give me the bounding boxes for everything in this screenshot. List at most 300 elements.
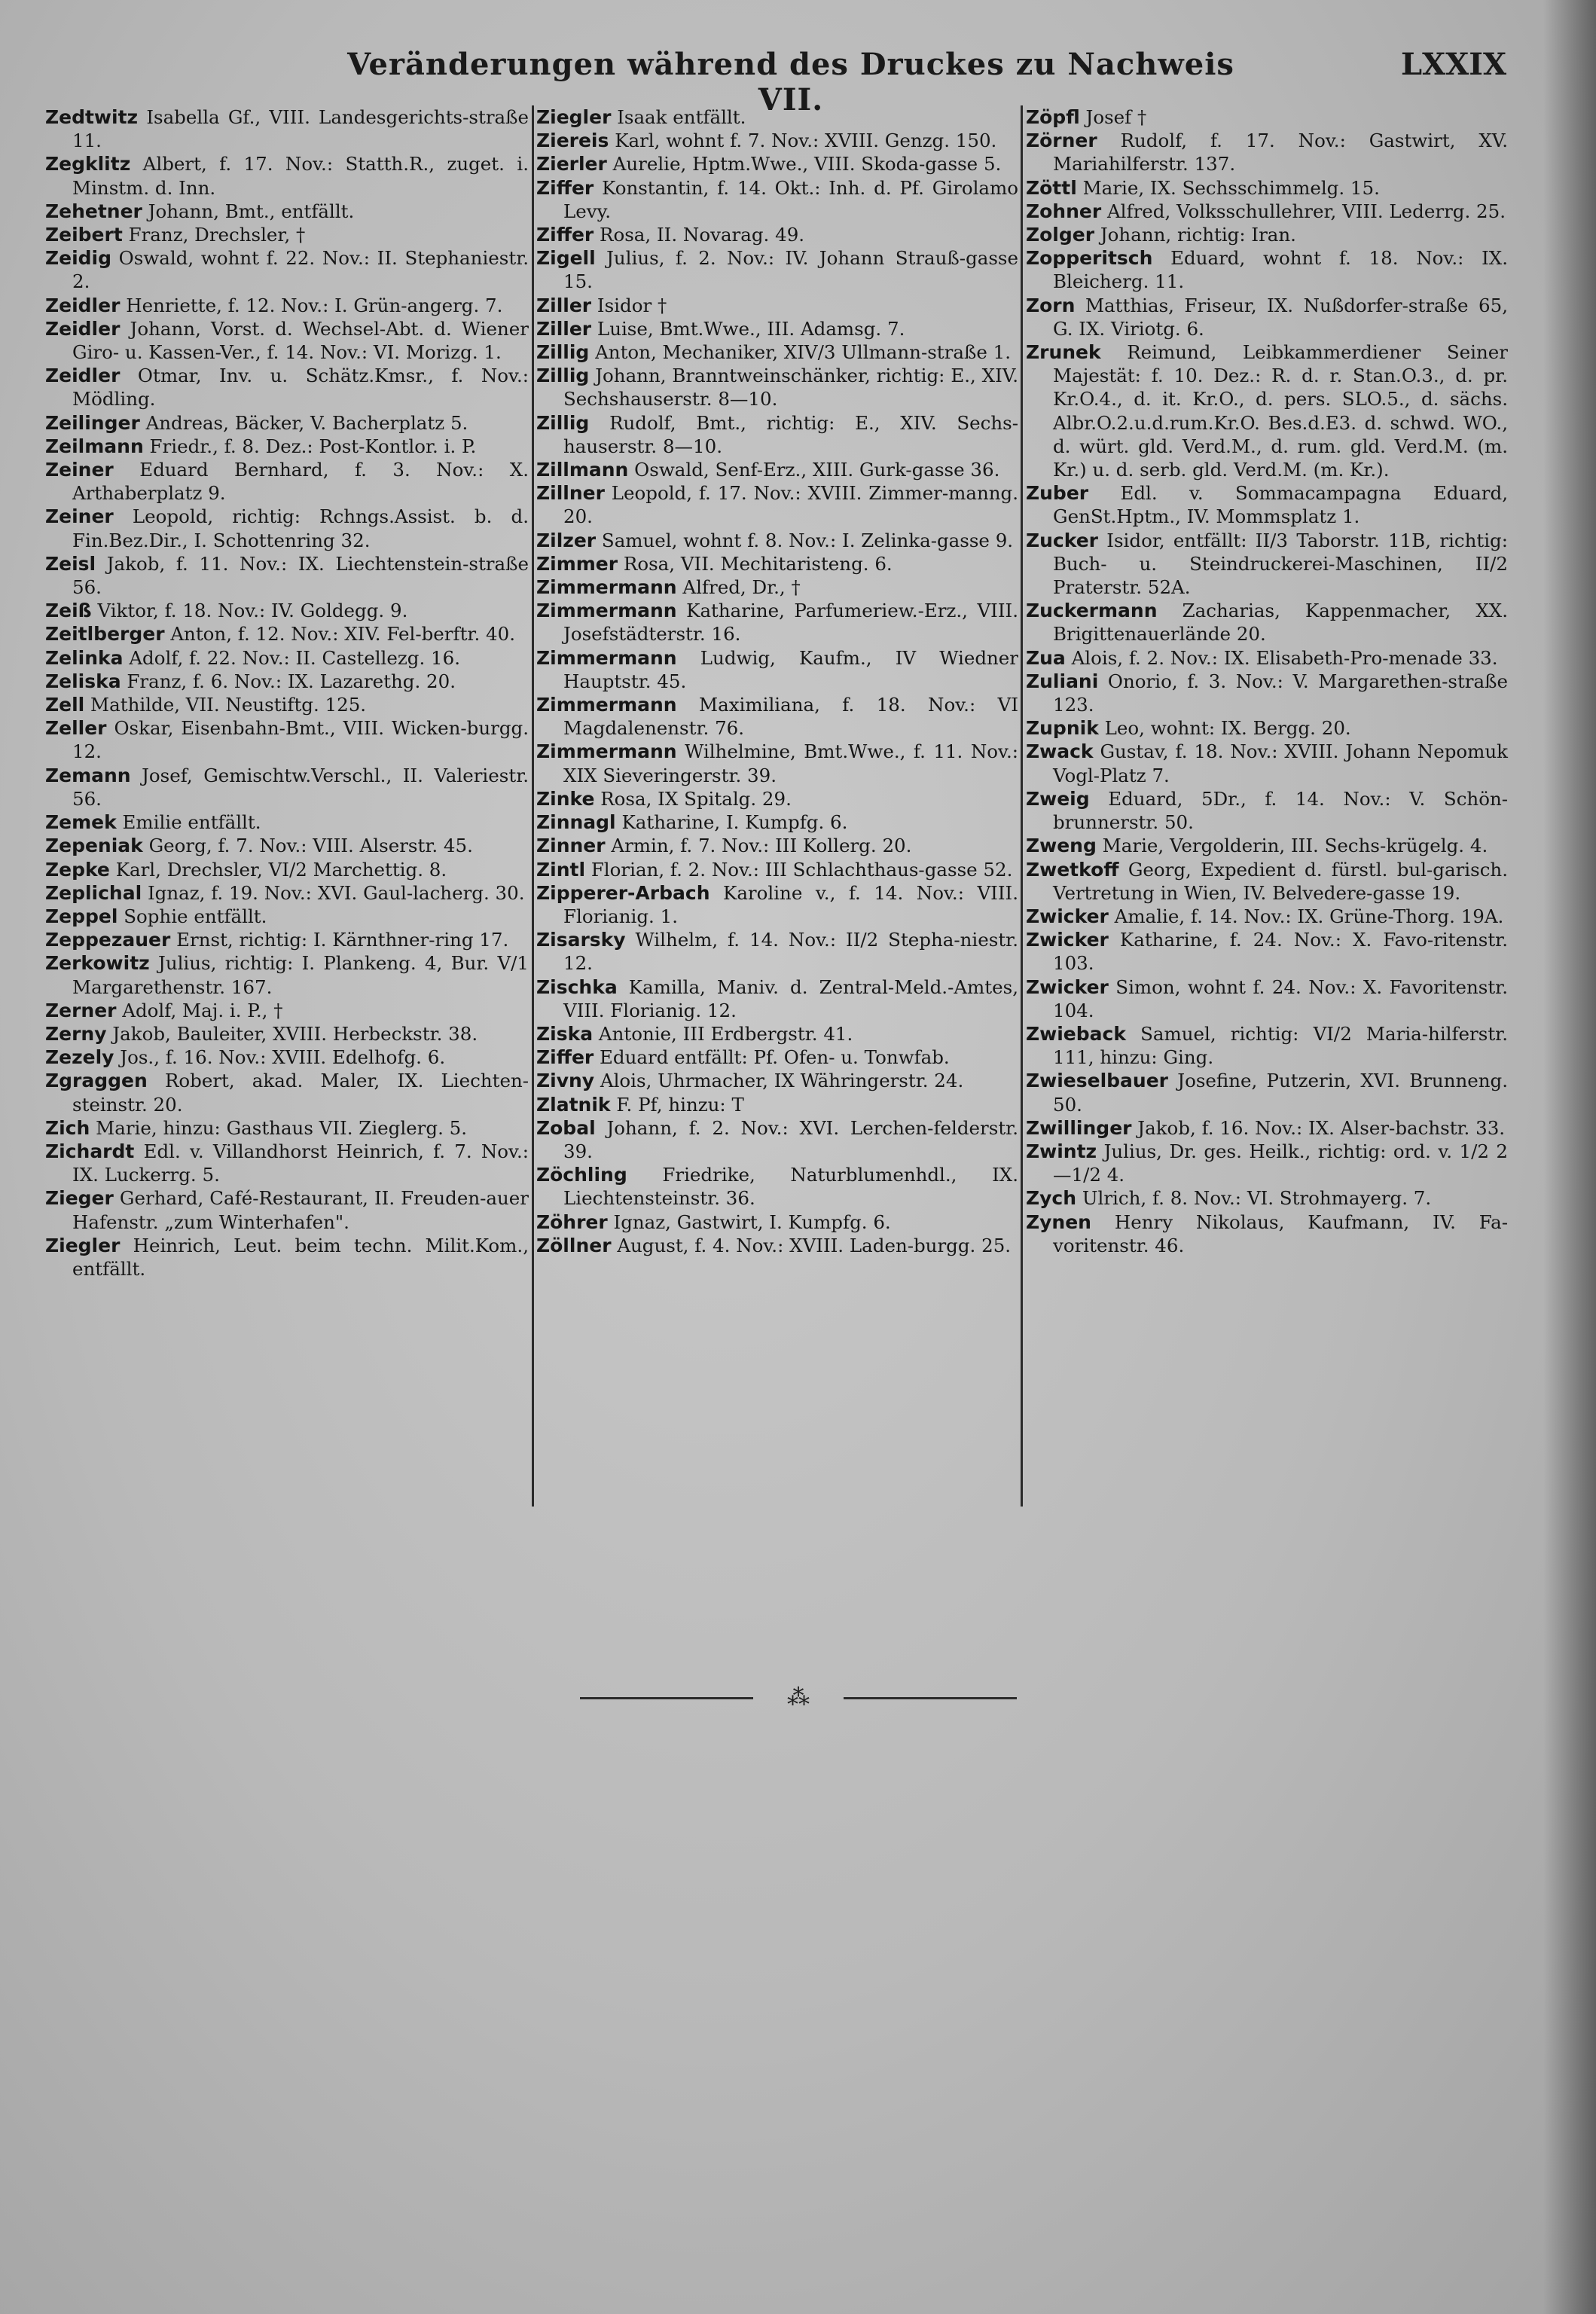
directory-entry: [1026, 1210, 1508, 1257]
entry-details: Leo, wohnt: IX. Bergg. 20.: [1104, 717, 1351, 740]
entry-details: Josefine, Putzerin, XVI. Brunneng. 50.: [1053, 1070, 1508, 1116]
directory-entry: [536, 1093, 1018, 1116]
entry-surname: Zinke: [536, 787, 595, 810]
entry-surname: Zich: [45, 1116, 90, 1139]
entry-details: Karl, Drechsler, VI/2 Marchettig. 8.: [115, 858, 447, 881]
directory-entry: [45, 552, 529, 599]
entry-surname: Zichardt: [45, 1140, 135, 1162]
entry-surname: Zuckermann: [1026, 600, 1158, 622]
entry-surname: Zwicker: [1026, 929, 1109, 951]
directory-entry: [536, 552, 1018, 575]
entry-details: Mathilde, VII. Neustiftg. 125.: [90, 694, 367, 716]
entry-surname: Zeppezauer: [45, 929, 171, 951]
entry-details: Ignaz, Gastwirt, I. Kumpfg. 6.: [613, 1210, 891, 1233]
entry-surname: Zöchling: [536, 1164, 627, 1186]
directory-entry: [536, 881, 1018, 928]
entry-surname: Zepeniak: [45, 835, 143, 857]
entry-details: Oswald, wohnt f. 22. Nov.: II. Stephaniestr. 2.: [72, 247, 529, 293]
entry-details: Florian, f. 2. Nov.: III Schlachthaus-gasse 52.: [590, 858, 1013, 881]
entry-details: Robert, akad. Maler, IX. Liechten-steinstr. 20.: [72, 1070, 529, 1116]
directory-entry: [45, 435, 529, 458]
directory-entry: [536, 340, 1018, 364]
directory-entry: [45, 716, 529, 763]
page-title: Veränderungen während des Druckes zu Nachweis VII.: [347, 47, 1234, 118]
directory-entry: [536, 928, 1018, 975]
directory-entry: [45, 928, 529, 951]
entry-details: Oskar, Eisenbahn-Bmt., VIII. Wicken-burgg. 12.: [72, 717, 529, 763]
entry-surname: Ziereis: [536, 130, 609, 152]
entry-details: Maximiliana, f. 18. Nov.: VI Magdalenenstr. 76.: [563, 694, 1019, 740]
entry-surname: Zuliani: [1026, 670, 1099, 692]
entry-surname: Zilzer: [536, 529, 597, 551]
directory-entry: [45, 1186, 529, 1233]
directory-entry: [1026, 223, 1508, 246]
column-2: [536, 105, 1018, 1257]
directory-entry: [45, 200, 529, 223]
entry-surname: Zeibert: [45, 224, 123, 246]
directory-entry: [536, 317, 1018, 340]
entry-surname: Zöpfl: [1026, 106, 1080, 128]
entry-details: Ludwig, Kaufm., IV Wiedner Hauptstr. 45.: [563, 646, 1018, 692]
entry-details: Samuel, richtig: VI/2 Maria-hilferstr. 111, hinzu: Ging.: [1053, 1022, 1508, 1069]
entry-surname: Ziska: [536, 1022, 594, 1045]
entry-details: Marie, hinzu: Gasthaus VII. Zieglerg. 5.: [96, 1116, 468, 1139]
page-edge-shadow: [1543, 0, 1596, 2314]
directory-entry: [1026, 1186, 1508, 1210]
entry-details: Aurelie, Hptm.Wwe., VIII. Skoda-gasse 5.: [612, 153, 1002, 176]
directory-entry: [45, 317, 529, 364]
directory-entry: [45, 246, 529, 293]
entry-surname: Zelinka: [45, 646, 124, 669]
entry-surname: Zeidler: [45, 294, 121, 316]
directory-entry: [536, 458, 1018, 481]
entry-details: Oswald, Senf-Erz., XIII. Gurk-gasse 36.: [634, 459, 1000, 481]
entry-surname: Zeilmann: [45, 435, 144, 457]
entry-details: Karl, wohnt f. 7. Nov.: XVIII. Genzg. 150.: [615, 130, 997, 152]
ornament-glyph: ⁂: [787, 1684, 810, 1711]
entry-details: Simon, wohnt f. 24. Nov.: X. Favoritenstr. 104.: [1053, 975, 1508, 1021]
entry-details: Johann, f. 2. Nov.: XVI. Lerchen-felderstr. 39.: [563, 1116, 1018, 1162]
entry-surname: Zeppel: [45, 905, 118, 927]
directory-entry: [536, 529, 1018, 552]
entry-surname: Zgraggen: [45, 1070, 148, 1092]
entry-details: Kamilla, Maniv. d. Zentral-Meld.-Amtes, VIII. Florianig. 12.: [563, 975, 1018, 1021]
entry-details: Henriette, f. 12. Nov.: I. Grün-angerg. 7.: [126, 294, 503, 316]
directory-entry: [536, 1046, 1018, 1069]
directory-entry: [45, 599, 529, 622]
directory-entry: [45, 223, 529, 246]
entry-surname: Ziller: [536, 317, 592, 340]
entry-details: Anton, Mechaniker, XIV/3 Ullmann-straße 1.: [595, 341, 1011, 364]
entry-details: Marie, Vergolderin, III. Sechs-krügelg. 4.: [1102, 835, 1488, 857]
entry-surname: Zedtwitz: [45, 106, 139, 128]
entry-details: Johann, Vorst. d. Wechsel-Abt. d. Wiener Giro- u. Kassen-Ver., f. 14. Nov.: VI. Morizg. 1.: [72, 317, 529, 364]
entry-details: Heinrich, Leut. beim techn. Milit.Kom., entfällt.: [72, 1234, 529, 1280]
entry-details: Gustav, f. 18. Nov.: XVIII. Johann Nepomuk Vogl-Platz 7.: [1053, 740, 1508, 786]
directory-entry: [1026, 1140, 1508, 1186]
entry-details: Rosa, VII. Mechitaristeng. 6.: [623, 552, 893, 575]
directory-entry: [1026, 176, 1508, 200]
entry-details: Julius, richtig: I. Plankeng. 4, Bur. V/1 Margarethenstr. 167.: [72, 952, 529, 998]
directory-entry: [45, 881, 529, 905]
entry-surname: Zimmer: [536, 552, 618, 575]
directory-entry: [1026, 905, 1508, 928]
directory-entry: [1026, 200, 1508, 223]
entry-surname: Zeidig: [45, 247, 112, 270]
entry-details: Jakob, f. 16. Nov.: IX. Alser-bachstr. 33.: [1137, 1116, 1506, 1139]
directory-entry: [45, 858, 529, 881]
entry-details: Emilie entfällt.: [122, 811, 261, 834]
entry-surname: Zimmermann: [536, 646, 677, 669]
entry-surname: Zimmermann: [536, 694, 677, 716]
directory-entry: [1026, 740, 1508, 786]
entry-details: Wilhelmine, Bmt.Wwe., f. 11. Nov.: XIX Sieveringerstr. 39.: [563, 740, 1019, 786]
entry-details: Jakob, f. 11. Nov.: IX. Liechtenstein-straße 56.: [72, 552, 529, 599]
entry-surname: Zigell: [536, 247, 596, 270]
directory-entry: [45, 951, 529, 998]
directory-entry: [536, 481, 1018, 528]
entry-details: Anton, f. 12. Nov.: XIV. Fel-berftr. 40.: [170, 623, 515, 646]
directory-entry: [1026, 294, 1508, 340]
entry-details: Rudolf, f. 17. Nov.: Gastwirt, XV. Mariahilferstr. 137.: [1053, 130, 1508, 176]
entry-surname: Zischka: [536, 975, 618, 998]
directory-entry: [536, 1163, 1018, 1210]
directory-entry: [45, 458, 529, 505]
entry-surname: Zeitlberger: [45, 623, 165, 646]
entry-surname: Zepke: [45, 858, 110, 881]
entry-surname: Zierler: [536, 153, 607, 176]
directory-entry: [536, 787, 1018, 811]
directory-entry: [536, 105, 1018, 129]
entry-details: Marie, IX. Sechsschimmelg. 15.: [1082, 176, 1380, 199]
entry-surname: Zezely: [45, 1046, 114, 1069]
entry-surname: Zinner: [536, 835, 606, 857]
entry-surname: Zieger: [45, 1187, 114, 1210]
page-number: LXXIX: [1401, 47, 1506, 82]
entry-details: Edl. v. Villandhorst Heinrich, f. 7. Nov.: IX. Luckerrg. 5.: [72, 1140, 529, 1186]
directory-entry: [45, 152, 529, 199]
directory-entry: [536, 364, 1018, 411]
entry-surname: Zivny: [536, 1070, 595, 1092]
entry-details: Franz, f. 6. Nov.: IX. Lazarethg. 20.: [127, 670, 456, 692]
entry-details: Adolf, f. 22. Nov.: II. Castellezg. 16.: [129, 646, 461, 669]
entry-details: Julius, Dr. ges. Heilk., richtig: ord. v. 1/2 2—1/2 4.: [1053, 1140, 1508, 1186]
entry-details: Rosa, II. Novarag. 49.: [600, 224, 805, 246]
entry-details: Rudolf, Bmt., richtig: E., XIV. Sechs-hauserstr. 8—10.: [563, 411, 1018, 457]
entry-surname: Zwieselbauer: [1026, 1070, 1169, 1092]
entry-details: Franz, Drechsler, †: [128, 224, 306, 246]
entry-surname: Zeller: [45, 717, 107, 740]
column-divider: [1021, 105, 1023, 1507]
entry-details: Edl. v. Sommacampagna Eduard, GenSt.Hptm., IV. Mommsplatz 1.: [1053, 482, 1508, 528]
entry-details: Konstantin, f. 14. Okt.: Inh. d. Pf. Girolamo Levy.: [563, 176, 1019, 222]
entry-details: Isidor, entfällt: II/3 Taborstr. 11B, richtig: Buch- u. Steindruckerei-Maschinen, II/2 Praterstr. 52A.: [1053, 529, 1508, 599]
entry-surname: Zintl: [536, 858, 586, 881]
directory-entry: [536, 599, 1018, 646]
directory-entry: [1026, 599, 1508, 646]
entry-surname: Zöttl: [1026, 176, 1077, 199]
entry-details: Friedr., f. 8. Dez.: Post-Kontlor. i. P.: [149, 435, 477, 457]
entry-details: Viktor, f. 18. Nov.: IV. Goldegg. 9.: [97, 600, 408, 622]
entry-surname: Zwintz: [1026, 1140, 1097, 1162]
entry-details: Andreas, Bäcker, V. Bacherplatz 5.: [145, 411, 468, 434]
entry-surname: Zillmann: [536, 459, 629, 481]
entry-surname: Zwack: [1026, 740, 1094, 763]
directory-entry: [45, 1046, 529, 1069]
directory-entry: [536, 176, 1018, 223]
entry-surname: Zipperer-Arbach: [536, 881, 710, 904]
entry-surname: Zimmermann: [536, 600, 677, 622]
entry-surname: Zerner: [45, 999, 117, 1021]
entry-details: Georg, Expedient d. fürstl. bul-garisch. Vertretung in Wien, IV. Belvedere-gasse 19.: [1053, 858, 1508, 904]
directory-entry: [536, 834, 1018, 857]
entry-details: Wilhelm, f. 14. Nov.: II/2 Stepha-niestr. 12.: [563, 929, 1018, 975]
entry-details: Ulrich, f. 8. Nov.: VI. Strohmayerg. 7.: [1082, 1187, 1432, 1210]
entry-details: Ignaz, f. 19. Nov.: XVI. Gaul-lacherg. 30.: [147, 881, 525, 904]
entry-surname: Ziffer: [536, 1046, 594, 1069]
entry-surname: Zöhrer: [536, 1210, 608, 1233]
entry-details: Eduard, wohnt f. 18. Nov.: IX. Bleicherg. 11.: [1053, 247, 1508, 293]
entry-details: Ernst, richtig: I. Kärnthner-ring 17.: [176, 929, 509, 951]
entry-details: Albert, f. 17. Nov.: Statth.R., zuget. i. Minstm. d. Inn.: [72, 153, 529, 199]
directory-entry: [45, 294, 529, 317]
directory-entry: [536, 1210, 1018, 1234]
end-ornament: [580, 1683, 1017, 1713]
entry-details: Antonie, III Erdbergstr. 41.: [598, 1022, 853, 1045]
entry-details: Eduard entfällt: Pf. Ofen- u. Tonwfab.: [600, 1046, 950, 1069]
directory-entry: [536, 1116, 1018, 1163]
entry-details: Amalie, f. 14. Nov.: IX. Grüne-Thorg. 19A.: [1114, 905, 1504, 927]
entry-surname: Zwillinger: [1026, 1116, 1132, 1139]
directory-entry: [45, 999, 529, 1022]
directory-entry: [536, 575, 1018, 599]
entry-surname: Zemek: [45, 811, 117, 834]
entry-surname: Ziffer: [536, 224, 594, 246]
entry-surname: Zimmermann: [536, 740, 677, 763]
directory-entry: [1026, 246, 1508, 293]
entry-surname: Zwieback: [1026, 1022, 1126, 1045]
entry-details: Johann, Bmt., entfällt.: [148, 200, 355, 222]
column-1: [45, 105, 529, 1281]
entry-surname: Zeliska: [45, 670, 121, 692]
entry-surname: Zrunek: [1026, 341, 1101, 364]
column-divider: [532, 105, 534, 1507]
entry-details: Josef, Gemischtw.Verschl., II. Valeriestr. 56.: [72, 764, 529, 810]
entry-surname: Zwicker: [1026, 905, 1109, 927]
entry-details: Onorio, f. 3. Nov.: V. Margarethen-straße 123.: [1053, 670, 1508, 716]
entry-surname: Zehetner: [45, 200, 142, 222]
entry-surname: Zillner: [536, 482, 605, 505]
entry-surname: Zwetkoff: [1026, 858, 1119, 881]
directory-entry: [1026, 928, 1508, 975]
entry-details: Rosa, IX Spitalg. 29.: [600, 787, 792, 810]
entry-surname: Zeiß: [45, 600, 92, 622]
directory-entry: [1026, 529, 1508, 600]
entry-surname: Zucker: [1026, 529, 1098, 551]
directory-entry: [1026, 1069, 1508, 1116]
directory-entry: [536, 411, 1018, 458]
directory-entry: [1026, 670, 1508, 716]
directory-entry: [45, 811, 529, 834]
entry-surname: Zynen: [1026, 1210, 1091, 1233]
directory-entry: [536, 246, 1018, 293]
entry-details: Sophie entfällt.: [124, 905, 267, 927]
entry-surname: Zeilinger: [45, 411, 140, 434]
entry-details: Eduard Bernhard, f. 3. Nov.: X. Arthaberplatz 9.: [72, 459, 529, 505]
entry-details: Gerhard, Café-Restaurant, II. Freuden-auer Hafenstr. „zum Winterhafen".: [72, 1187, 529, 1233]
entry-surname: Zych: [1026, 1187, 1077, 1210]
directory-entry: [536, 223, 1018, 246]
entry-details: Josef †: [1085, 106, 1147, 128]
entry-surname: Zörner: [1026, 130, 1097, 152]
directory-entry: [45, 105, 529, 152]
entry-surname: Ziller: [536, 294, 592, 316]
entry-surname: Ziffer: [536, 176, 594, 199]
entry-details: Isabella Gf., VIII. Landesgerichts-straße 11.: [72, 106, 529, 152]
directory-entry: [45, 1234, 529, 1281]
entry-surname: Zua: [1026, 646, 1066, 669]
entry-details: Johann, richtig: Iran.: [1100, 224, 1296, 246]
entry-surname: Zorn: [1026, 294, 1076, 316]
entry-details: Johann, Branntweinschänker, richtig: E., XIV. Sechshauserstr. 8—10.: [563, 365, 1018, 411]
entry-details: Zacharias, Kappenmacher, XX. Brigittenauerlände 20.: [1053, 600, 1508, 646]
entry-details: Samuel, wohnt f. 8. Nov.: I. Zelinka-gasse 9.: [601, 529, 1014, 551]
entry-details: Leopold, f. 17. Nov.: XVIII. Zimmer-manng. 20.: [563, 482, 1018, 528]
directory-entry: [45, 834, 529, 857]
entry-details: Julius, f. 2. Nov.: IV. Johann Strauß-gasse 15.: [563, 247, 1018, 293]
directory-entry: [45, 364, 529, 411]
directory-entry: [45, 622, 529, 646]
directory-entry: [1026, 975, 1508, 1022]
entry-details: Isidor †: [597, 294, 667, 316]
entry-details: Alfred, Dr., †: [682, 576, 801, 599]
column-3: [1026, 105, 1508, 1257]
entry-surname: Zuber: [1026, 482, 1089, 505]
directory-entry: [1026, 716, 1508, 740]
directory-entry: [536, 740, 1018, 786]
entry-surname: Zeplichal: [45, 881, 142, 904]
entry-surname: Zeidler: [45, 317, 121, 340]
entry-details: Friedrike, Naturblumenhdl., IX. Liechtensteinstr. 36.: [563, 1164, 1018, 1210]
directory-entry: [45, 1069, 529, 1116]
entry-details: Jakob, Bauleiter, XVIII. Herbeckstr. 38.: [112, 1022, 478, 1045]
directory-entry: [45, 905, 529, 928]
entry-details: Otmar, Inv. u. Schätz.Kmsr., f. Nov.: Mödling.: [72, 365, 529, 411]
directory-entry: [536, 646, 1018, 693]
entry-surname: Zegklitz: [45, 153, 131, 176]
entry-details: F. Pf, hinzu: T: [616, 1093, 744, 1116]
directory-entry: [45, 1140, 529, 1186]
directory-entry: [45, 411, 529, 435]
entry-details: Karoline v., f. 14. Nov.: VIII. Florianig. 1.: [563, 881, 1018, 927]
entry-details: Georg, f. 7. Nov.: VIII. Alserstr. 45.: [148, 835, 473, 857]
entry-details: August, f. 4. Nov.: XVIII. Laden-burgg. 25.: [617, 1234, 1012, 1256]
entry-surname: Ziegler: [45, 1234, 121, 1256]
entry-details: Katharine, Parfumeriew.-Erz., VIII. Josefstädterstr. 16.: [563, 600, 1018, 646]
directory-entry: [536, 693, 1018, 740]
entry-details: Leopold, richtig: Rchngs.Assist. b. d. Fin.Bez.Dir., I. Schottenring 32.: [72, 505, 529, 551]
directory-entry: [536, 1022, 1018, 1046]
directory-entry: [536, 152, 1018, 176]
directory-entry: [1026, 481, 1508, 528]
entry-surname: Zeiner: [45, 459, 114, 481]
directory-entry: [1026, 1116, 1508, 1140]
directory-entry: [45, 670, 529, 693]
entry-surname: Zwicker: [1026, 975, 1109, 998]
directory-entry: [1026, 787, 1508, 834]
entry-surname: Zlatnik: [536, 1093, 611, 1116]
entry-surname: Zemann: [45, 764, 131, 786]
entry-surname: Zöllner: [536, 1234, 612, 1256]
entry-surname: Zweig: [1026, 787, 1090, 810]
directory-entry: [45, 764, 529, 811]
entry-details: Alfred, Volksschullehrer, VIII. Lederrg. 25.: [1106, 200, 1506, 222]
directory-entry: [536, 294, 1018, 317]
entry-details: Matthias, Friseur, IX. Nußdorfer-straße 65, G. IX. Viriotg. 6.: [1053, 294, 1508, 340]
entry-surname: Zobal: [536, 1116, 596, 1139]
directory-entry: [45, 1116, 529, 1140]
directory-entry: [536, 1234, 1018, 1257]
directory-entry: [536, 1069, 1018, 1092]
directory-entry: [45, 646, 529, 670]
entry-surname: Zerkowitz: [45, 952, 150, 975]
entry-surname: Ziegler: [536, 106, 612, 128]
entry-surname: Zillig: [536, 365, 590, 387]
entry-details: Alois, Uhrmacher, IX Währingerstr. 24.: [600, 1070, 964, 1092]
entry-surname: Zisarsky: [536, 929, 626, 951]
entry-surname: Zillig: [536, 411, 590, 434]
entry-surname: Zimmermann: [536, 576, 677, 599]
entry-surname: Zerny: [45, 1022, 107, 1045]
directory-entry: [1026, 129, 1508, 176]
entry-details: Katharine, I. Kumpfg. 6.: [621, 811, 848, 834]
directory-entry: [1026, 858, 1508, 905]
entry-details: Adolf, Maj. i. P., †: [122, 999, 283, 1021]
entry-details: Katharine, f. 24. Nov.: X. Favo-ritenstr. 103.: [1053, 929, 1508, 975]
directory-entry: [1026, 646, 1508, 670]
entry-surname: Zeidler: [45, 365, 121, 387]
directory-entry: [536, 975, 1018, 1022]
entry-details: Reimund, Leibkammerdiener Seiner Majestät: f. 10. Dez.: R. d. r. Stan.O.3., d. pr. Kr.O.4., d. it. Kr.O., d. pers. SLO.5., d. sächs. Albr.O.2.u.d.rum.Kr.O. Bes.d.E3. d. schwd. WO., d. würt. gld. Verd.M., d. rum. gld. Verd.M. (m. Kr.) u. d. serb. gld. Verd.M. (m. Kr.).: [1053, 341, 1508, 481]
directory-entry: [1026, 340, 1508, 481]
entry-surname: Zillig: [536, 341, 590, 364]
directory-entry: [45, 505, 529, 551]
directory-entry: [1026, 105, 1508, 129]
entry-details: Isaak entfällt.: [617, 106, 746, 128]
entry-surname: Zopperitsch: [1026, 247, 1153, 270]
entry-details: Alois, f. 2. Nov.: IX. Elisabeth-Pro-menade 33.: [1071, 646, 1498, 669]
entry-surname: Zell: [45, 694, 85, 716]
entry-details: Armin, f. 7. Nov.: III Kollerg. 20.: [611, 835, 912, 857]
entry-surname: Zinnagl: [536, 811, 616, 834]
entry-details: Eduard, 5Dr., f. 14. Nov.: V. Schön-brunnerstr. 50.: [1053, 787, 1508, 834]
directory-entry: [536, 129, 1018, 152]
entry-details: Luise, Bmt.Wwe., III. Adamsg. 7.: [597, 317, 905, 340]
entry-surname: Zweng: [1026, 835, 1097, 857]
entry-surname: Zolger: [1026, 224, 1095, 246]
entry-surname: Zupnik: [1026, 717, 1099, 740]
entry-surname: Zeiner: [45, 505, 114, 528]
directory-entry: [1026, 834, 1508, 857]
directory-entry: [536, 811, 1018, 834]
entry-details: Jos., f. 16. Nov.: XVIII. Edelhofg. 6.: [120, 1046, 446, 1069]
directory-entry: [45, 1022, 529, 1046]
entry-surname: Zeisl: [45, 552, 96, 575]
directory-entry: [45, 693, 529, 716]
directory-entry: [536, 858, 1018, 881]
directory-entry: [1026, 1022, 1508, 1069]
entry-surname: Zohner: [1026, 200, 1102, 222]
